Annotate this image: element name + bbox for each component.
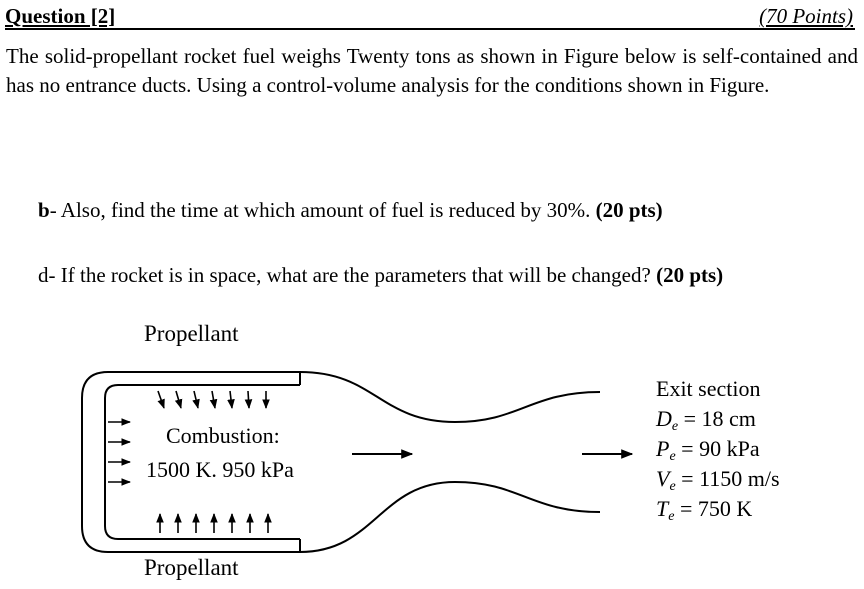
question-points: (70 Points) (759, 4, 853, 28)
part-d (38, 263, 723, 288)
left-burn-arrows (108, 422, 130, 482)
part-b-points: (20 pts) (595, 198, 663, 222)
propellant-bottom-label: Propellant (144, 555, 239, 580)
part-b (38, 198, 663, 223)
problem-statement: The solid-propellant rocket fuel weighs Twenty tons as shown in Figure below is self-contained and has no entrance ducts. Using a control-volume analysis for the conditions shown in Figure. (6, 44, 858, 97)
exit-section-title: Exit section (656, 376, 761, 401)
exit-velocity: $V_e = 1150$ m/s (656, 466, 780, 494)
part-b-sep: - (49, 198, 61, 222)
part-d-points: (20 pts) (656, 263, 724, 287)
combustion-conditions: 1500 K. 950 kPa (146, 457, 294, 482)
propellant-top-label: Propellant (144, 321, 239, 346)
question-title: Question [2] (5, 4, 116, 28)
combustion-label: Combustion: (166, 423, 280, 448)
part-d-sep: - (48, 263, 61, 287)
part-b-text: Also, find the time at which amount of fuel is reduced by 30%. (60, 198, 596, 222)
nozzle-lower-wall (300, 482, 600, 552)
top-burn-arrows (158, 391, 266, 408)
exit-diameter: $D_e = 18$ cm (656, 406, 756, 434)
nozzle-upper-wall (300, 372, 600, 422)
exit-temperature: $T_e = 750$ K (656, 496, 753, 524)
exit-pressure: $P_e = 90$ kPa (656, 436, 760, 464)
bottom-burn-arrows (160, 514, 268, 533)
part-b-letter: b (38, 198, 50, 222)
rocket-figure (0, 315, 864, 589)
part-d-letter: d (38, 263, 49, 287)
part-d-text: If the rocket is in space, what are the parameters that will be changed? (60, 263, 657, 287)
question-header (5, 2, 855, 30)
